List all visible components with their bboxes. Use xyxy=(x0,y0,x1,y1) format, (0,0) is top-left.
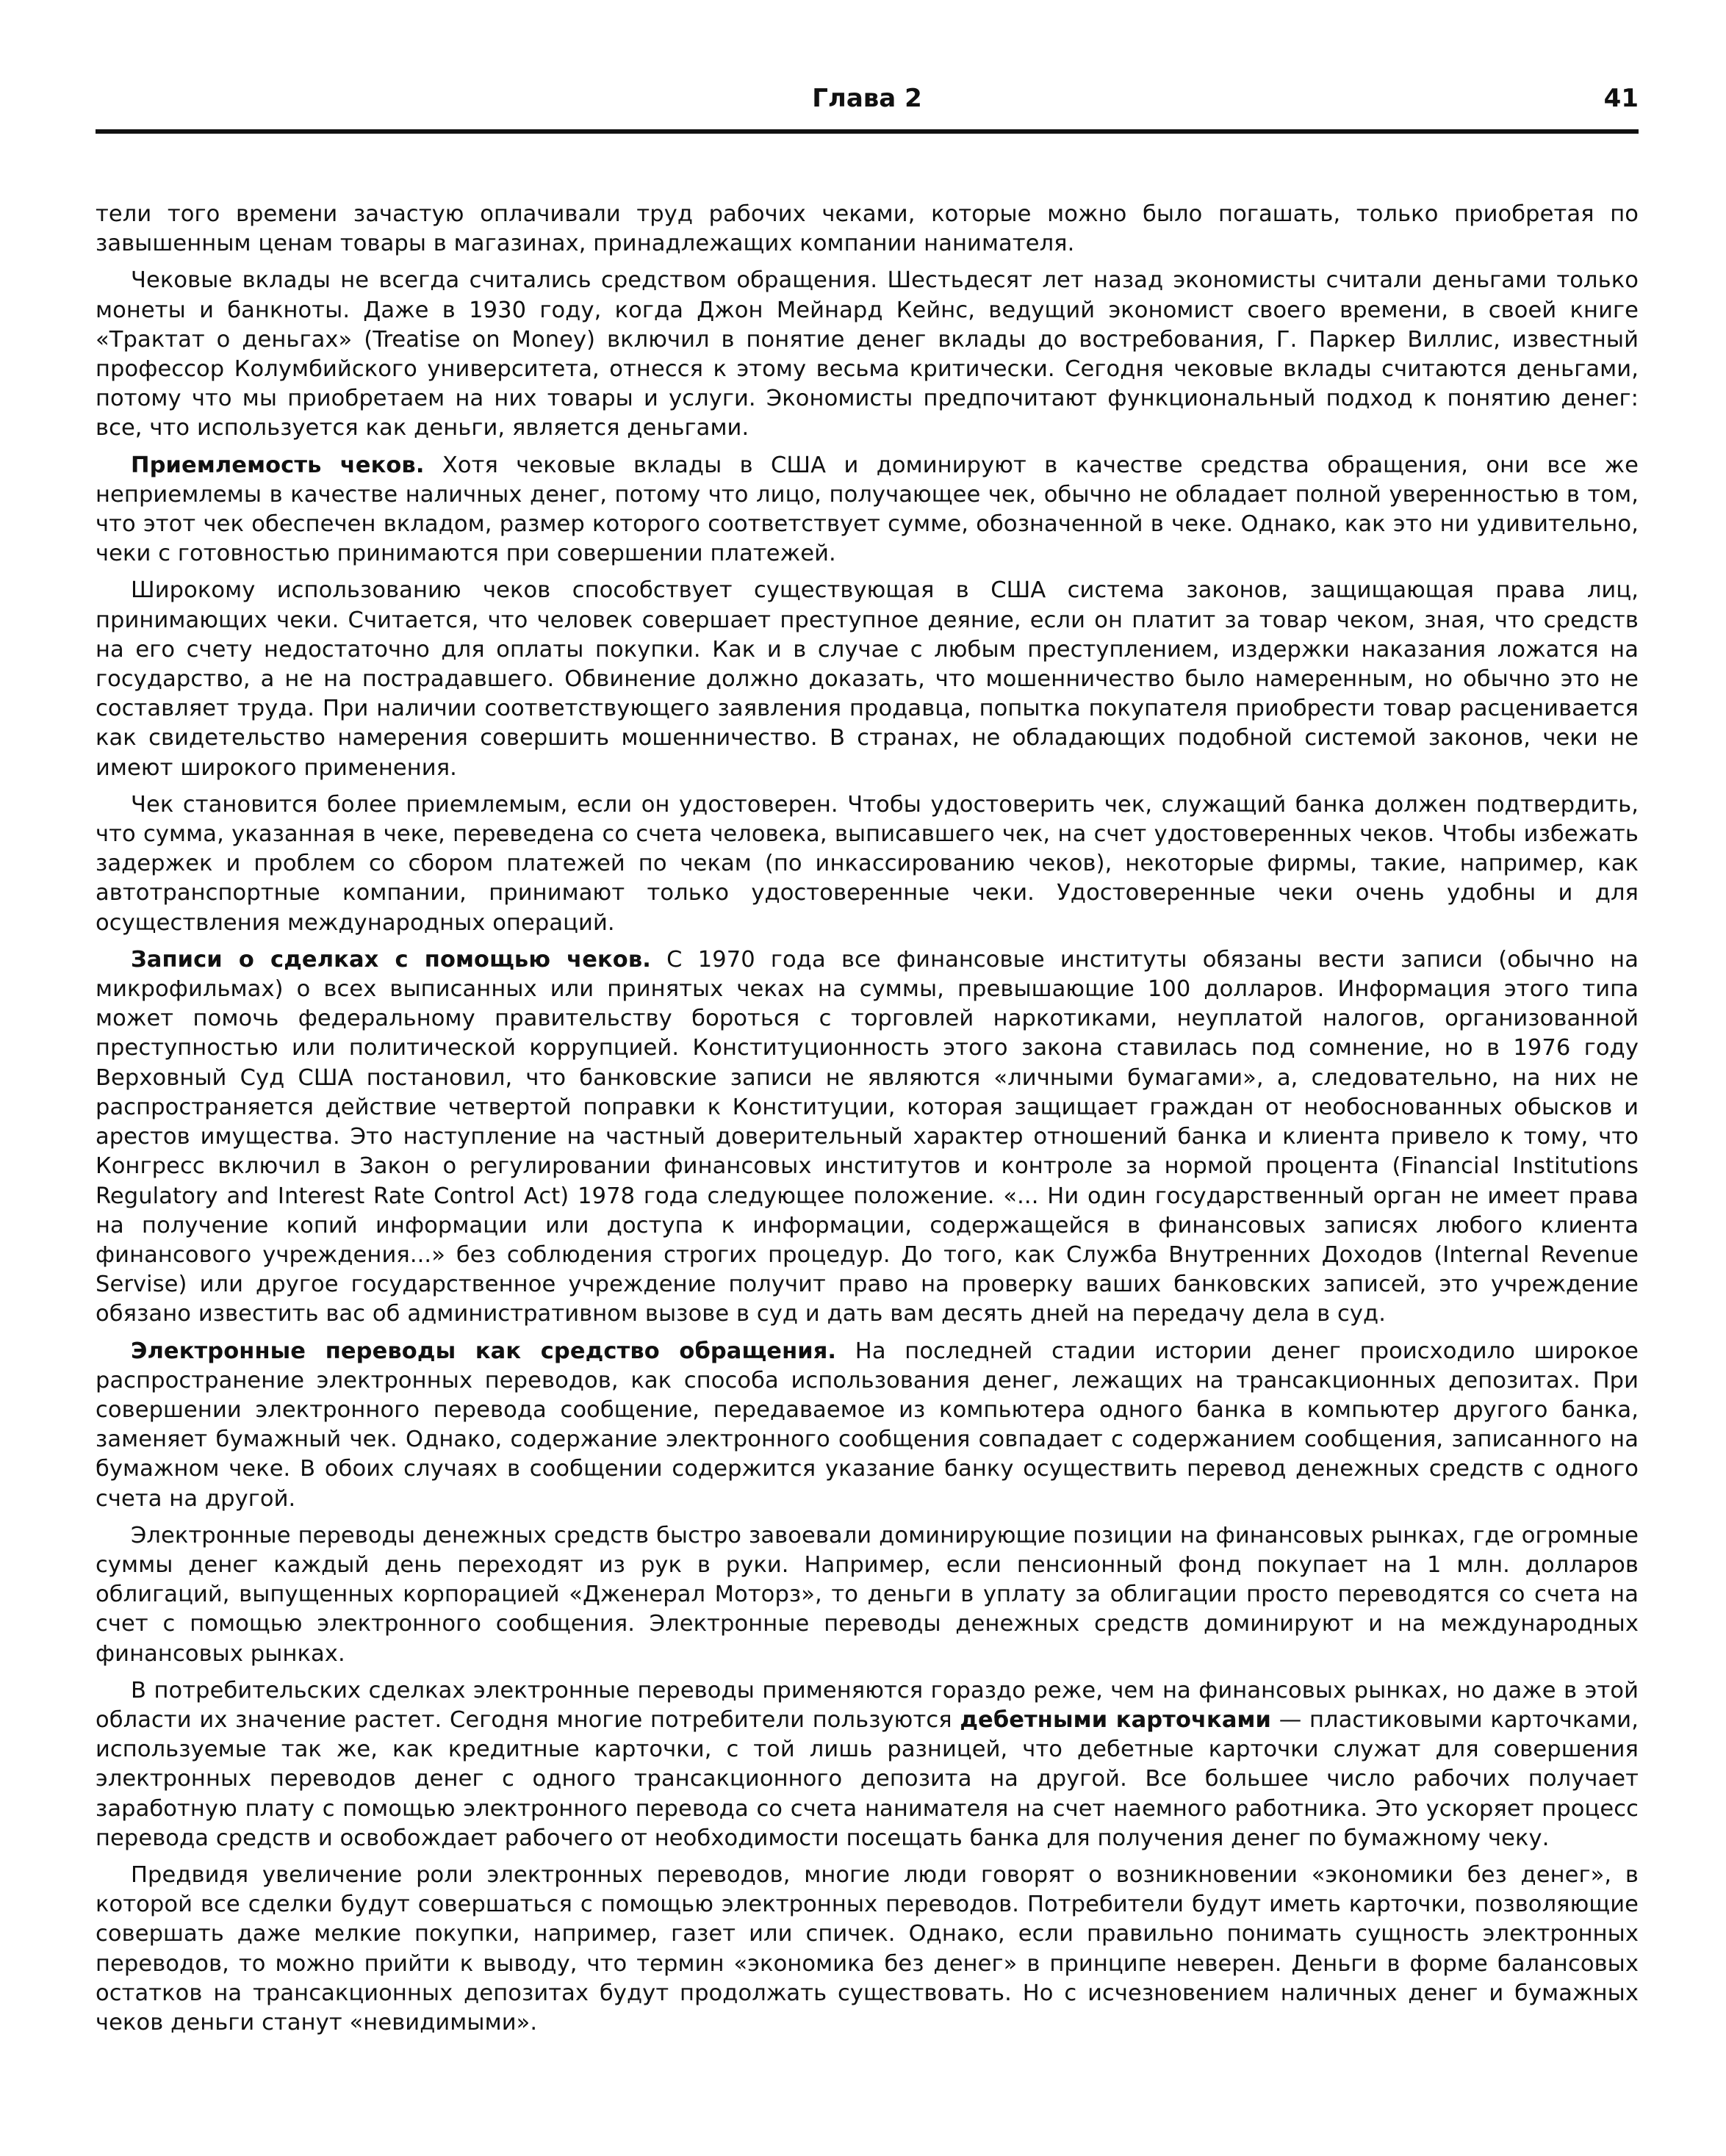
paragraph-3 xyxy=(96,451,1639,569)
paragraph-2 xyxy=(96,266,1639,443)
paragraph-text: Хотя чековые вклады в США и доминируют в качестве средства обращения, они все же неприемлемы в качестве наличных денег, потому что лицо, получающее чек, обычно не обладает полной уверенностью в том, что этот чек обеспечен вкладом, размер которого соответствует сумме, обозначенной в чеке. Однако, как это ни удивительно, чеки с готовностью принимаются при совершении платежей. xyxy=(96,452,1639,567)
paragraph-8 xyxy=(96,1521,1639,1669)
paragraph-6 xyxy=(96,945,1639,1330)
paragraph-text: Чек становится более приемлемым, если он удостоверен. Чтобы удостоверить чек, служащий банка должен подтвердить, что сумма, указанная в чеке, переведена со счета человека, выписавшего чек, на счет удостоверенных чеков. Чтобы избежать задержек и проблем со сбором платежей по чекам (по инкассированию чеков), некоторые фирмы, такие, например, как автотранспортные компании, принимают только удостоверенные чеки. Удостоверенные чеки очень удобны и для осуществления международных операций. xyxy=(96,791,1639,936)
page-header xyxy=(96,79,1639,123)
bold-term-debit-cards: дебетными карточками xyxy=(960,1706,1272,1733)
paragraph-9 xyxy=(96,1676,1639,1853)
paragraph-7 xyxy=(96,1337,1639,1514)
paragraph-text: Широкому использованию чеков способствует существующая в США система законов, защищающая права лиц, принимающих чеки. Считается, что человек совершает преступное деяние, если он платит за товар чеком, зная, что средств на его счету недостаточно для оплаты покупки. Как и в случае с любым преступлением, издержки наказания ложатся на государство, а не на пострадавшего. Обвинение должно доказать, что мошенничество было намеренным, но обычно это не составляет труда. При наличии соответствующего заявления продавца, попытка покупателя приобрести товар расценивается как свидетельство намерения совершить мошенничество. В странах, не обладающих подобной системой законов, чеки не имеют широкого применения. xyxy=(96,577,1639,781)
paragraph-text: В потребительских сделках электронные переводы применяются гораздо реже, чем на финансовых рынках, но даже в этой области их значение растет. Сегодня многие потребители пользуются xyxy=(96,1677,1639,1733)
header-rule xyxy=(96,129,1639,134)
section-heading-acceptability: Приемлемость чеков. xyxy=(131,452,425,478)
paragraph-text: С 1970 года все финансовые институты обязаны вести записи (обычно на микрофильмах) о всех выписанных или принятых чеках на суммы, превышающие 100 долларов. Информация этого типа может помочь федеральному правительству бороться с торговлей наркотиками, неуплатой налогов, организованной преступностью или политической коррупцией. Конституционность этого закона ставилась под сомнение, но в 1976 году Верховный Суд США постановил, что банковские записи не являются «личными бумагами», а, следовательно, на них не распространяется действие четвертой поправки к Конституции, которая защищает граждан от необоснованных обысков и арестов имущества. Это наступление на частный доверительный характер отношений банка и клиента привело к тому, что Конгресс включил в Закон о регулировании финансовых институтов и контроле за нормой процента (Financial Institutions Regulatory and Interest Rate Control Act) 1978 года следующее положение. «... Ни один государственный орган не имеет права на получение копий информации или доступа к информации, содержащейся в финансовых записях любого клиента финансового учреждения...» без соблюдения строгих процедур. До того, как Служба Внутренних Доходов (Internal Revenue Servise) или другое государственное учреждение получит право на проверку ваших банковских записей, это учреждение обязано известить вас об административном вызове в суд и дать вам десять дней на передачу дела в суд. xyxy=(96,946,1639,1327)
paragraph-4 xyxy=(96,576,1639,782)
paragraph-10 xyxy=(96,1861,1639,2038)
body-text xyxy=(96,200,1639,2045)
paragraph-1 xyxy=(96,200,1639,259)
paragraph-text: Чековые вклады не всегда считались средством обращения. Шестьдесят лет назад экономисты считали деньгами только монеты и банкноты. Даже в 1930 году, когда Джон Мейнард Кейнс, ведущий экономист своего времени, в своей книге «Трактат о деньгах» (Treatise on Money) включил в понятие денег вклады до востребования, Г. Паркер Виллис, известный профессор Колумбийского университета, отнесся к этому весьма критически. Сегодня чековые вклады считаются деньгами, потому что мы приобретаем на них товары и услуги. Экономисты предпочитают функциональный подход к понятию денег: все, что используется как деньги, является деньгами. xyxy=(96,267,1639,441)
paragraph-5 xyxy=(96,790,1639,938)
paragraph-text: На последней стадии истории денег происходило широкое распространение электронных переводов, как способа использования денег, лежащих на трансакционных депозитах. При совершении электронного перевода сообщение, передаваемое из компьютера одного банка в компьютер другого банка, заменяет бумажный чек. Однако, содержание электронного сообщения совпадает с содержанием сообщения, записанного на бумажном чеке. В обоих случаях в сообщении содержится указание банку осуществить перевод денежных средств с одного счета на другой. xyxy=(96,1338,1639,1512)
page-number: 41 xyxy=(1603,84,1639,113)
paragraph-text: Электронные переводы денежных средств быстро завоевали доминирующие позиции на финансовых рынках, где огромные суммы денег каждый день переходят из рук в руки. Например, если пенсионный фонд покупает на 1 млн. долларов облигаций, выпущенных корпорацией «Дженерал Моторз», то деньги в уплату за облигации просто переводятся со счета на счет с помощью электронного сообщения. Электронные переводы денежных средств доминируют и на международных финансовых рынках. xyxy=(96,1522,1639,1667)
section-heading-electronic-transfers: Электронные переводы как средство обращения. xyxy=(131,1338,837,1364)
paragraph-text: — пластиковыми карточками, используемые так же, как кредитные карточки, с той лишь разницей, что дебетные карточки служат для совершения электронных переводов денег с одного трансакционного депозита на другой. Все большее число рабочих получает заработную плату с помощью электронного перевода со счета нанимателя на счет наемного работника. Это ускоряет процесс перевода средств и освобождает рабочего от необходимости посещать банка для получения денег по бумажному чеку. xyxy=(96,1706,1639,1851)
section-heading-records: Записи о сделках с помощью чеков. xyxy=(131,946,651,973)
paragraph-text: Предвидя увеличение роли электронных переводов, многие люди говорят о возникновении «экономики без денег», в которой все сделки будут совершаться с помощью электронных переводов. Потребители будут иметь карточки, позволяющие совершать даже мелкие покупки, например, газет или спичек. Однако, если правильно понимать сущность электронных переводов, то можно прийти к выводу, что термин «экономика без денег» в принципе неверен. Деньги в форме балансовых остатков на трансакционных депозитах будут продолжать существовать. Но с исчезновением наличных денег и бумажных чеков деньги станут «невидимыми». xyxy=(96,1861,1639,2036)
paragraph-text: тели того времени зачастую оплачивали труд рабочих чеками, которые можно было погашать, только приобретая по завышенным ценам товары в магазинах, принадлежащих компании нанимателя. xyxy=(96,201,1639,257)
chapter-title: Глава 2 xyxy=(812,84,922,113)
